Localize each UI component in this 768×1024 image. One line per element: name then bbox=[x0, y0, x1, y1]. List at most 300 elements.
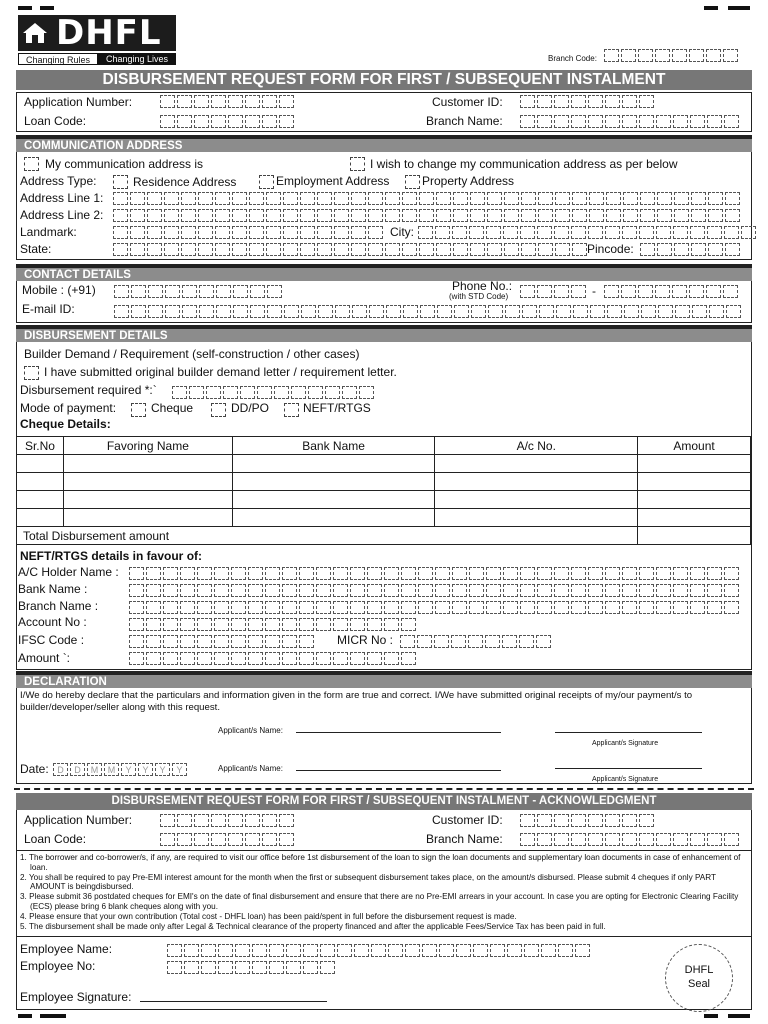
char-box[interactable] bbox=[692, 305, 707, 318]
char-box[interactable] bbox=[232, 226, 247, 239]
char-box[interactable] bbox=[180, 601, 195, 614]
branch-name-field[interactable] bbox=[520, 115, 739, 128]
date-char-box[interactable]: D bbox=[53, 763, 68, 776]
char-box[interactable] bbox=[129, 635, 144, 648]
char-box[interactable] bbox=[316, 601, 331, 614]
char-box[interactable] bbox=[235, 944, 250, 957]
char-box[interactable] bbox=[181, 226, 196, 239]
char-box[interactable] bbox=[194, 833, 209, 846]
char-box[interactable] bbox=[522, 305, 537, 318]
char-box[interactable] bbox=[265, 567, 280, 580]
char-box[interactable] bbox=[325, 386, 340, 399]
state-field[interactable] bbox=[113, 243, 587, 256]
char-box[interactable] bbox=[147, 192, 162, 205]
char-box[interactable] bbox=[113, 209, 128, 222]
char-box[interactable] bbox=[165, 285, 180, 298]
char-box[interactable] bbox=[708, 192, 723, 205]
char-box[interactable] bbox=[503, 601, 518, 614]
cell[interactable] bbox=[17, 491, 64, 509]
char-box[interactable] bbox=[160, 833, 175, 846]
char-box[interactable] bbox=[520, 601, 535, 614]
char-box[interactable] bbox=[453, 209, 468, 222]
char-box[interactable] bbox=[434, 635, 449, 648]
total-amount-cell[interactable] bbox=[638, 527, 751, 545]
char-box[interactable] bbox=[299, 584, 314, 597]
char-box[interactable] bbox=[439, 944, 454, 957]
char-box[interactable] bbox=[554, 285, 569, 298]
char-box[interactable] bbox=[164, 226, 179, 239]
char-box[interactable] bbox=[707, 226, 722, 239]
char-box[interactable] bbox=[215, 226, 230, 239]
char-box[interactable] bbox=[470, 243, 485, 256]
char-box[interactable] bbox=[385, 209, 400, 222]
char-box[interactable] bbox=[690, 567, 705, 580]
char-box[interactable] bbox=[269, 944, 284, 957]
char-box[interactable] bbox=[333, 652, 348, 665]
char-box[interactable] bbox=[282, 584, 297, 597]
char-box[interactable] bbox=[689, 49, 704, 62]
char-box[interactable] bbox=[368, 209, 383, 222]
char-box[interactable] bbox=[265, 601, 280, 614]
char-box[interactable] bbox=[201, 961, 216, 974]
customer-id-field[interactable] bbox=[520, 95, 654, 108]
char-box[interactable] bbox=[622, 584, 637, 597]
char-box[interactable] bbox=[588, 814, 603, 827]
char-box[interactable] bbox=[282, 601, 297, 614]
char-box[interactable] bbox=[283, 209, 298, 222]
char-box[interactable] bbox=[257, 386, 272, 399]
char-box[interactable] bbox=[673, 833, 688, 846]
char-box[interactable] bbox=[537, 285, 552, 298]
char-box[interactable] bbox=[228, 833, 243, 846]
char-box[interactable] bbox=[184, 944, 199, 957]
char-box[interactable] bbox=[266, 226, 281, 239]
char-box[interactable] bbox=[266, 243, 281, 256]
char-box[interactable] bbox=[538, 192, 553, 205]
char-box[interactable] bbox=[571, 814, 586, 827]
char-box[interactable] bbox=[723, 49, 738, 62]
char-box[interactable] bbox=[674, 243, 689, 256]
char-box[interactable] bbox=[333, 567, 348, 580]
char-box[interactable] bbox=[520, 95, 535, 108]
char-box[interactable] bbox=[571, 584, 586, 597]
char-box[interactable] bbox=[436, 192, 451, 205]
cell[interactable] bbox=[435, 509, 638, 527]
char-box[interactable] bbox=[130, 226, 145, 239]
char-box[interactable] bbox=[724, 226, 739, 239]
char-box[interactable] bbox=[673, 226, 688, 239]
char-box[interactable] bbox=[401, 584, 416, 597]
char-box[interactable] bbox=[218, 961, 233, 974]
char-box[interactable] bbox=[507, 944, 522, 957]
char-box[interactable] bbox=[299, 601, 314, 614]
char-box[interactable] bbox=[189, 386, 204, 399]
char-box[interactable] bbox=[165, 305, 180, 318]
char-box[interactable] bbox=[232, 243, 247, 256]
char-box[interactable] bbox=[113, 226, 128, 239]
char-box[interactable] bbox=[572, 243, 587, 256]
char-box[interactable] bbox=[181, 243, 196, 256]
char-box[interactable] bbox=[623, 209, 638, 222]
char-box[interactable] bbox=[605, 814, 620, 827]
char-box[interactable] bbox=[520, 285, 535, 298]
char-box[interactable] bbox=[420, 305, 435, 318]
char-box[interactable] bbox=[320, 944, 335, 957]
char-box[interactable] bbox=[605, 833, 620, 846]
char-box[interactable] bbox=[674, 192, 689, 205]
cell[interactable] bbox=[638, 473, 751, 491]
char-box[interactable] bbox=[504, 192, 519, 205]
char-box[interactable] bbox=[469, 567, 484, 580]
char-box[interactable] bbox=[453, 243, 468, 256]
char-box[interactable] bbox=[639, 115, 654, 128]
char-box[interactable] bbox=[554, 95, 569, 108]
char-box[interactable] bbox=[114, 285, 129, 298]
char-box[interactable] bbox=[505, 305, 520, 318]
char-box[interactable] bbox=[588, 567, 603, 580]
char-box[interactable] bbox=[199, 285, 214, 298]
char-box[interactable] bbox=[148, 305, 163, 318]
char-box[interactable] bbox=[655, 49, 670, 62]
char-box[interactable] bbox=[231, 652, 246, 665]
char-box[interactable] bbox=[605, 226, 620, 239]
char-box[interactable] bbox=[468, 635, 483, 648]
char-box[interactable] bbox=[674, 209, 689, 222]
char-box[interactable] bbox=[146, 618, 161, 631]
char-box[interactable] bbox=[690, 115, 705, 128]
char-box[interactable] bbox=[521, 243, 536, 256]
cell[interactable] bbox=[638, 509, 751, 527]
char-box[interactable] bbox=[656, 226, 671, 239]
char-box[interactable] bbox=[146, 584, 161, 597]
char-box[interactable] bbox=[194, 814, 209, 827]
char-box[interactable] bbox=[486, 584, 501, 597]
residence-checkbox[interactable] bbox=[113, 175, 128, 189]
char-box[interactable] bbox=[160, 95, 175, 108]
char-box[interactable] bbox=[419, 192, 434, 205]
char-box[interactable] bbox=[279, 115, 294, 128]
char-box[interactable] bbox=[726, 305, 741, 318]
date-char-box[interactable]: Y bbox=[172, 763, 187, 776]
char-box[interactable] bbox=[334, 192, 349, 205]
char-box[interactable] bbox=[218, 944, 233, 957]
char-box[interactable] bbox=[456, 944, 471, 957]
char-box[interactable] bbox=[223, 386, 238, 399]
char-box[interactable] bbox=[248, 635, 263, 648]
char-box[interactable] bbox=[690, 601, 705, 614]
char-box[interactable] bbox=[403, 305, 418, 318]
cell[interactable] bbox=[232, 473, 435, 491]
char-box[interactable] bbox=[180, 618, 195, 631]
char-box[interactable] bbox=[537, 567, 552, 580]
bank-name-field[interactable] bbox=[129, 584, 739, 597]
char-box[interactable] bbox=[163, 635, 178, 648]
char-box[interactable] bbox=[129, 601, 144, 614]
cell[interactable] bbox=[638, 491, 751, 509]
char-box[interactable] bbox=[131, 305, 146, 318]
char-box[interactable] bbox=[274, 386, 289, 399]
char-box[interactable] bbox=[554, 567, 569, 580]
char-box[interactable] bbox=[401, 601, 416, 614]
amount-field[interactable] bbox=[129, 652, 416, 665]
char-box[interactable] bbox=[333, 601, 348, 614]
char-box[interactable] bbox=[436, 243, 451, 256]
property-checkbox[interactable] bbox=[405, 175, 420, 189]
date-char-box[interactable]: D bbox=[70, 763, 85, 776]
char-box[interactable] bbox=[707, 567, 722, 580]
address-line1-field[interactable] bbox=[113, 192, 740, 205]
char-box[interactable] bbox=[129, 618, 144, 631]
char-box[interactable] bbox=[163, 652, 178, 665]
char-box[interactable] bbox=[708, 209, 723, 222]
char-box[interactable] bbox=[453, 192, 468, 205]
char-box[interactable] bbox=[486, 567, 501, 580]
char-box[interactable] bbox=[354, 944, 369, 957]
char-box[interactable] bbox=[181, 209, 196, 222]
char-box[interactable] bbox=[385, 243, 400, 256]
char-box[interactable] bbox=[571, 115, 586, 128]
char-box[interactable] bbox=[487, 243, 502, 256]
char-box[interactable] bbox=[172, 386, 187, 399]
char-box[interactable] bbox=[367, 584, 382, 597]
ack-loan-code-field[interactable] bbox=[160, 833, 294, 846]
ack-customer-id-field[interactable] bbox=[520, 814, 654, 827]
char-box[interactable] bbox=[588, 95, 603, 108]
char-box[interactable] bbox=[724, 601, 739, 614]
char-box[interactable] bbox=[622, 814, 637, 827]
char-box[interactable] bbox=[640, 192, 655, 205]
char-box[interactable] bbox=[249, 243, 264, 256]
char-box[interactable] bbox=[656, 567, 671, 580]
table-row[interactable] bbox=[17, 473, 751, 491]
char-box[interactable] bbox=[504, 243, 519, 256]
char-box[interactable] bbox=[640, 243, 655, 256]
char-box[interactable] bbox=[248, 601, 263, 614]
char-box[interactable] bbox=[604, 49, 619, 62]
char-box[interactable] bbox=[160, 115, 175, 128]
char-box[interactable] bbox=[624, 305, 639, 318]
char-box[interactable] bbox=[554, 833, 569, 846]
char-box[interactable] bbox=[211, 833, 226, 846]
char-box[interactable] bbox=[471, 305, 486, 318]
char-box[interactable] bbox=[282, 618, 297, 631]
char-box[interactable] bbox=[181, 192, 196, 205]
char-box[interactable] bbox=[689, 285, 704, 298]
char-box[interactable] bbox=[350, 601, 365, 614]
char-box[interactable] bbox=[198, 209, 213, 222]
char-box[interactable] bbox=[454, 305, 469, 318]
char-box[interactable] bbox=[607, 305, 622, 318]
char-box[interactable] bbox=[388, 944, 403, 957]
char-box[interactable] bbox=[318, 305, 333, 318]
char-box[interactable] bbox=[248, 567, 263, 580]
char-box[interactable] bbox=[279, 95, 294, 108]
char-box[interactable] bbox=[300, 192, 315, 205]
char-box[interactable] bbox=[180, 635, 195, 648]
char-box[interactable] bbox=[368, 243, 383, 256]
char-box[interactable] bbox=[725, 192, 740, 205]
char-box[interactable] bbox=[262, 95, 277, 108]
char-box[interactable] bbox=[214, 652, 229, 665]
char-box[interactable] bbox=[299, 618, 314, 631]
char-box[interactable] bbox=[690, 226, 705, 239]
char-box[interactable] bbox=[367, 601, 382, 614]
char-box[interactable] bbox=[640, 209, 655, 222]
char-box[interactable] bbox=[359, 386, 374, 399]
char-box[interactable] bbox=[231, 584, 246, 597]
char-box[interactable] bbox=[537, 584, 552, 597]
char-box[interactable] bbox=[177, 95, 192, 108]
char-box[interactable] bbox=[673, 567, 688, 580]
char-box[interactable] bbox=[589, 209, 604, 222]
char-box[interactable] bbox=[146, 567, 161, 580]
char-box[interactable] bbox=[267, 305, 282, 318]
char-box[interactable] bbox=[316, 584, 331, 597]
char-box[interactable] bbox=[419, 243, 434, 256]
char-box[interactable] bbox=[724, 115, 739, 128]
char-box[interactable] bbox=[656, 115, 671, 128]
char-box[interactable] bbox=[554, 601, 569, 614]
char-box[interactable] bbox=[316, 618, 331, 631]
char-box[interactable] bbox=[504, 209, 519, 222]
char-box[interactable] bbox=[184, 961, 199, 974]
char-box[interactable] bbox=[520, 226, 535, 239]
char-box[interactable] bbox=[384, 584, 399, 597]
char-box[interactable] bbox=[639, 584, 654, 597]
char-box[interactable] bbox=[231, 635, 246, 648]
char-box[interactable] bbox=[725, 209, 740, 222]
char-box[interactable] bbox=[369, 305, 384, 318]
char-box[interactable] bbox=[521, 209, 536, 222]
char-box[interactable] bbox=[167, 944, 182, 957]
char-box[interactable] bbox=[503, 584, 518, 597]
char-box[interactable] bbox=[690, 584, 705, 597]
cell[interactable] bbox=[435, 455, 638, 473]
char-box[interactable] bbox=[554, 814, 569, 827]
char-box[interactable] bbox=[214, 618, 229, 631]
char-box[interactable] bbox=[537, 115, 552, 128]
char-box[interactable] bbox=[279, 814, 294, 827]
char-box[interactable] bbox=[452, 567, 467, 580]
char-box[interactable] bbox=[350, 618, 365, 631]
char-box[interactable] bbox=[164, 209, 179, 222]
char-box[interactable] bbox=[639, 567, 654, 580]
char-box[interactable] bbox=[473, 944, 488, 957]
cell[interactable] bbox=[17, 509, 64, 527]
char-box[interactable] bbox=[621, 49, 636, 62]
char-box[interactable] bbox=[334, 209, 349, 222]
table-row[interactable] bbox=[17, 491, 751, 509]
char-box[interactable] bbox=[262, 115, 277, 128]
cell[interactable] bbox=[17, 455, 64, 473]
char-box[interactable] bbox=[605, 601, 620, 614]
char-box[interactable] bbox=[571, 95, 586, 108]
char-box[interactable] bbox=[129, 652, 144, 665]
char-box[interactable] bbox=[197, 601, 212, 614]
char-box[interactable] bbox=[400, 635, 415, 648]
char-box[interactable] bbox=[235, 961, 250, 974]
char-box[interactable] bbox=[588, 833, 603, 846]
char-box[interactable] bbox=[470, 209, 485, 222]
char-box[interactable] bbox=[129, 567, 144, 580]
char-box[interactable] bbox=[435, 567, 450, 580]
char-box[interactable] bbox=[130, 192, 145, 205]
account-no-field[interactable] bbox=[129, 618, 416, 631]
char-box[interactable] bbox=[211, 115, 226, 128]
char-box[interactable] bbox=[520, 584, 535, 597]
char-box[interactable] bbox=[163, 584, 178, 597]
char-box[interactable] bbox=[240, 386, 255, 399]
date-char-box[interactable]: M bbox=[104, 763, 119, 776]
char-box[interactable] bbox=[723, 285, 738, 298]
char-box[interactable] bbox=[537, 226, 552, 239]
char-box[interactable] bbox=[228, 814, 243, 827]
char-box[interactable] bbox=[265, 584, 280, 597]
char-box[interactable] bbox=[418, 601, 433, 614]
char-box[interactable] bbox=[265, 635, 280, 648]
applicant-signature-line-2[interactable] bbox=[555, 768, 702, 769]
char-box[interactable] bbox=[588, 226, 603, 239]
char-box[interactable] bbox=[300, 226, 315, 239]
char-box[interactable] bbox=[419, 209, 434, 222]
char-box[interactable] bbox=[690, 833, 705, 846]
char-box[interactable] bbox=[216, 305, 231, 318]
char-box[interactable] bbox=[286, 961, 301, 974]
char-box[interactable] bbox=[656, 584, 671, 597]
char-box[interactable] bbox=[265, 618, 280, 631]
char-box[interactable] bbox=[724, 567, 739, 580]
char-box[interactable] bbox=[342, 386, 357, 399]
char-box[interactable] bbox=[249, 209, 264, 222]
char-box[interactable] bbox=[262, 833, 277, 846]
char-box[interactable] bbox=[639, 226, 654, 239]
char-box[interactable] bbox=[673, 584, 688, 597]
char-box[interactable] bbox=[524, 944, 539, 957]
char-box[interactable] bbox=[286, 944, 301, 957]
char-box[interactable] bbox=[163, 601, 178, 614]
cell[interactable] bbox=[435, 491, 638, 509]
char-box[interactable] bbox=[211, 95, 226, 108]
date-char-box[interactable]: Y bbox=[121, 763, 136, 776]
cell[interactable] bbox=[232, 491, 435, 509]
char-box[interactable] bbox=[469, 584, 484, 597]
char-box[interactable] bbox=[588, 115, 603, 128]
char-box[interactable] bbox=[490, 944, 505, 957]
char-box[interactable] bbox=[435, 601, 450, 614]
char-box[interactable] bbox=[405, 944, 420, 957]
char-box[interactable] bbox=[589, 192, 604, 205]
applicant-signature-line-1[interactable] bbox=[555, 732, 702, 733]
char-box[interactable] bbox=[163, 618, 178, 631]
email-field[interactable] bbox=[114, 305, 741, 318]
char-box[interactable] bbox=[571, 285, 586, 298]
char-box[interactable] bbox=[267, 285, 282, 298]
char-box[interactable] bbox=[352, 305, 367, 318]
loan-code-field[interactable] bbox=[160, 115, 294, 128]
char-box[interactable] bbox=[641, 305, 656, 318]
ack-application-number-field[interactable] bbox=[160, 814, 294, 827]
char-box[interactable] bbox=[299, 635, 314, 648]
submitted-letter-checkbox[interactable] bbox=[24, 366, 39, 380]
char-box[interactable] bbox=[283, 243, 298, 256]
char-box[interactable] bbox=[245, 115, 260, 128]
char-box[interactable] bbox=[197, 652, 212, 665]
char-box[interactable] bbox=[303, 944, 318, 957]
char-box[interactable] bbox=[537, 814, 552, 827]
char-box[interactable] bbox=[402, 209, 417, 222]
char-box[interactable] bbox=[571, 567, 586, 580]
char-box[interactable] bbox=[301, 305, 316, 318]
